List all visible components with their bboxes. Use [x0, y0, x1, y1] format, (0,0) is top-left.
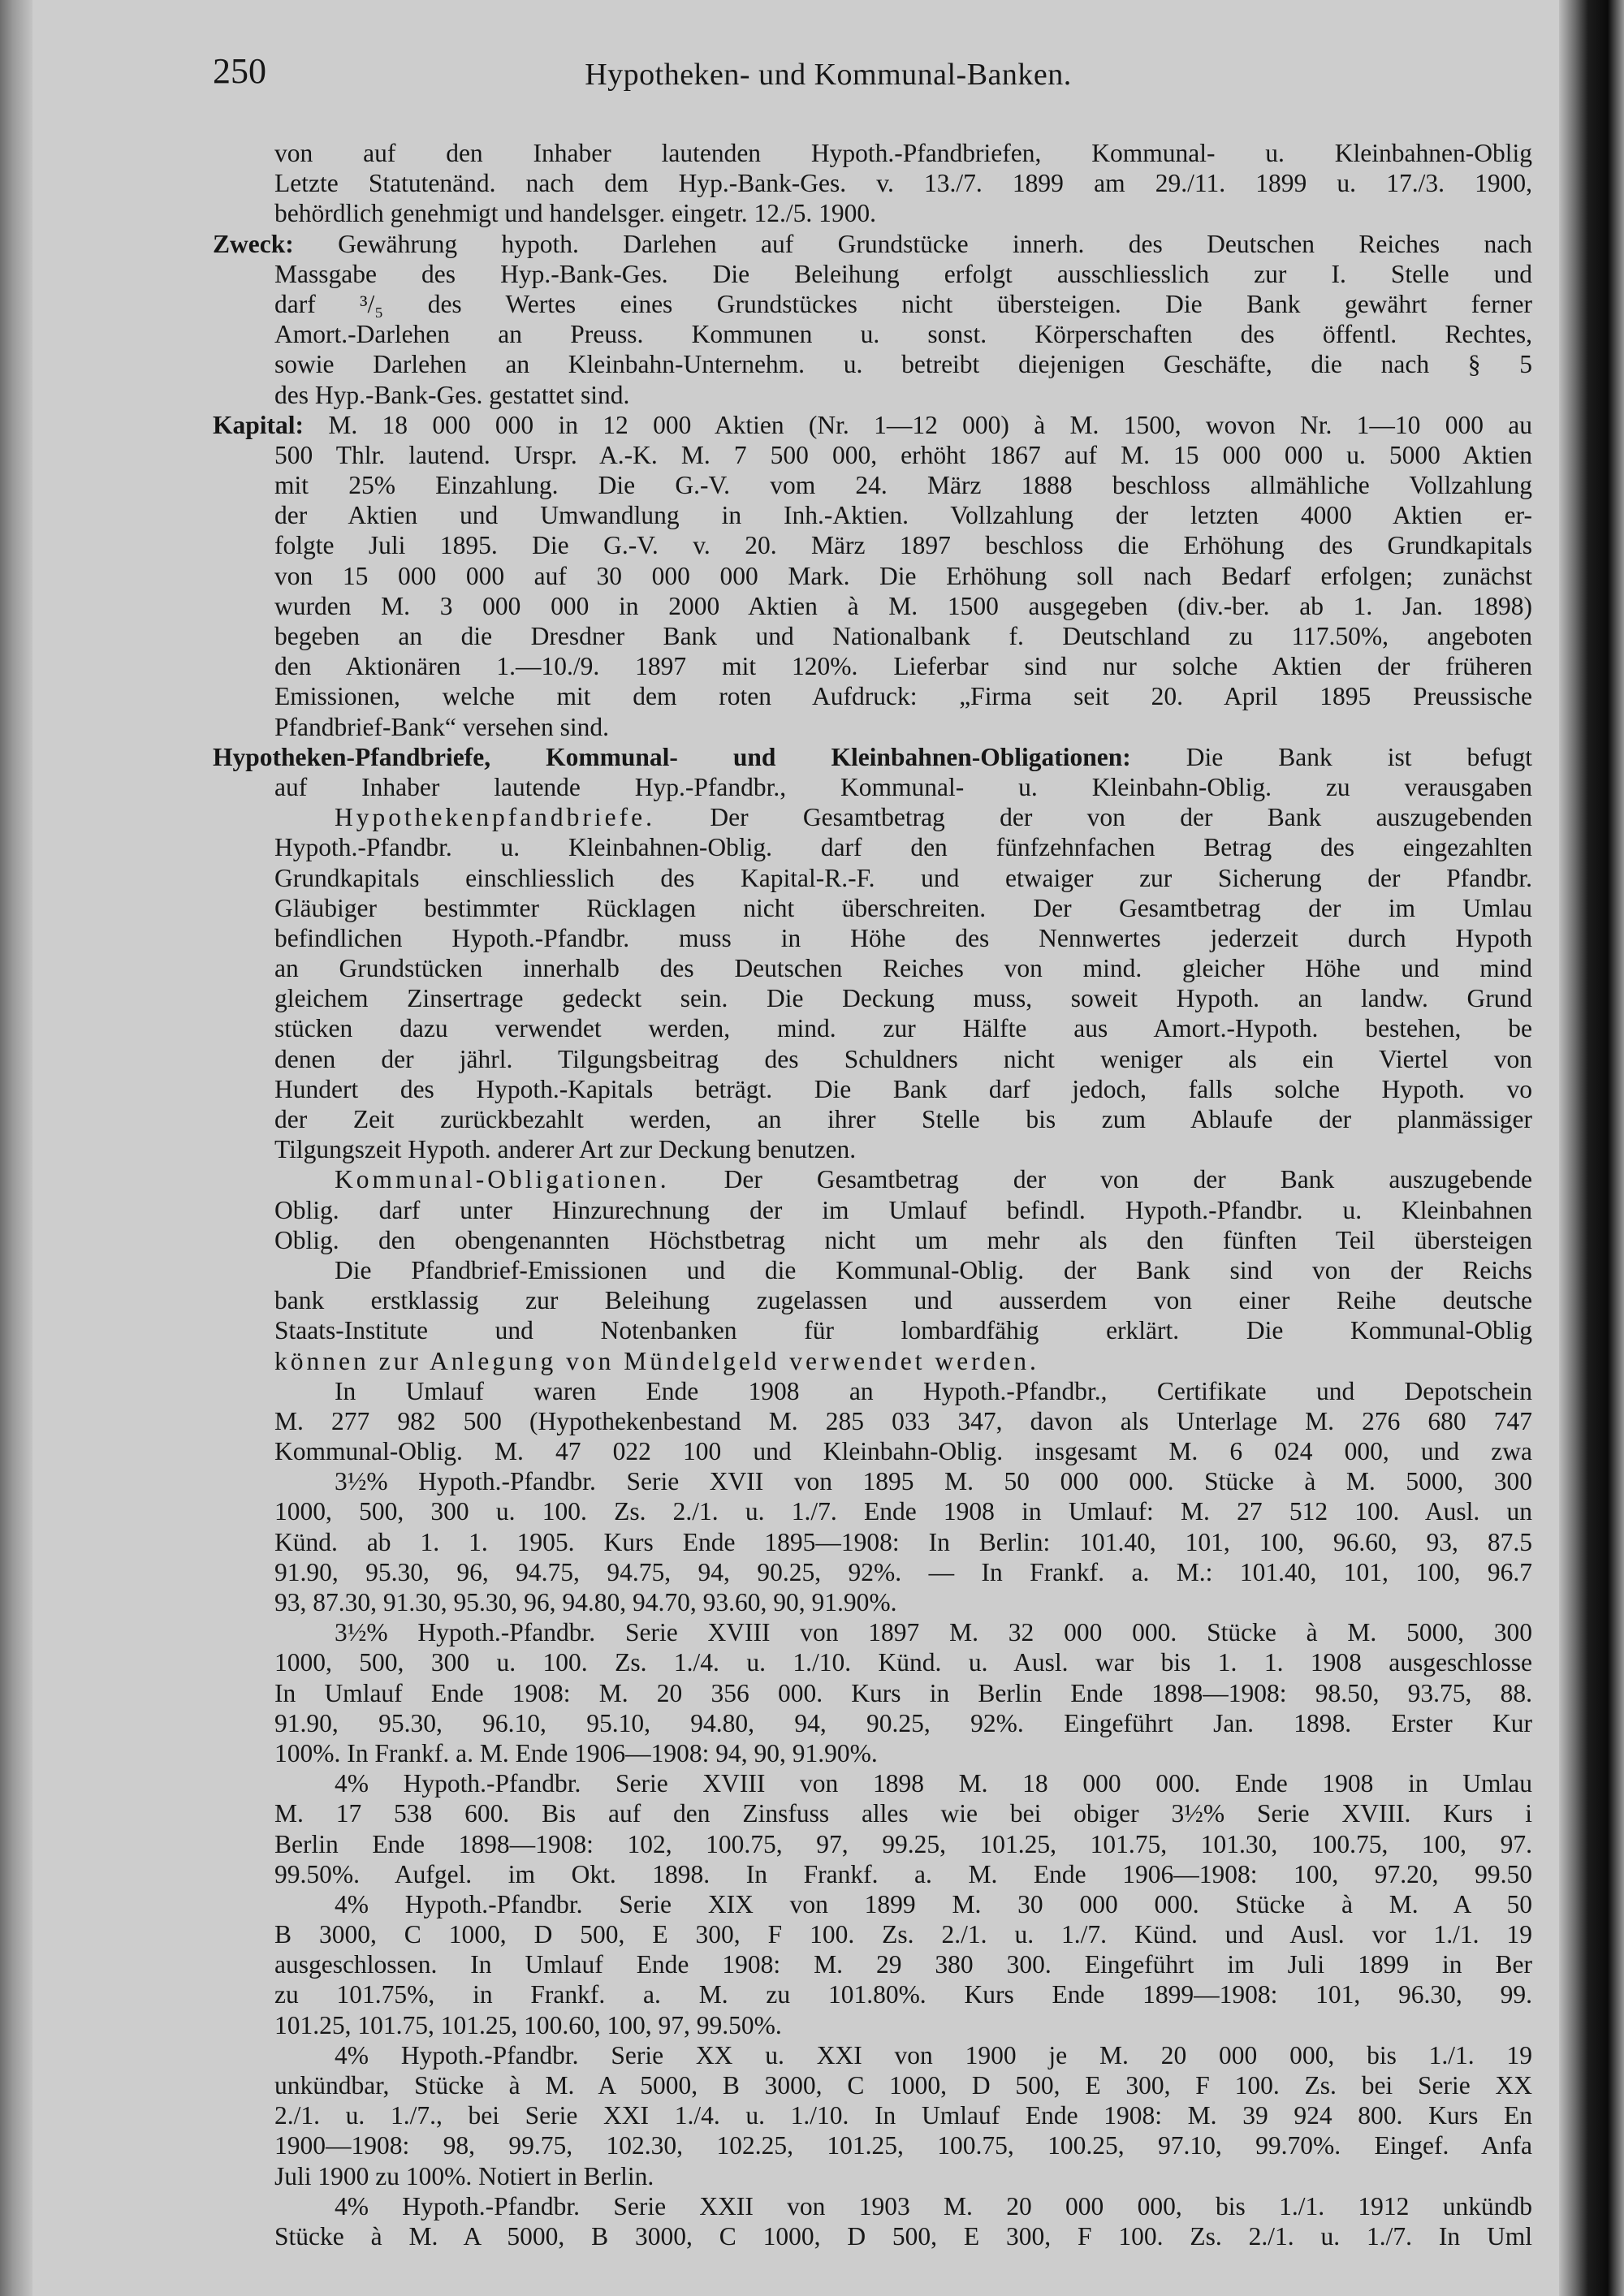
line-text: zu 101.75%, in Frankf. a. M. zu 101.80%. Kurs Ende 1899—1908: 101, 96.30, 99. [274, 1980, 1532, 2009]
line-text: In Umlauf waren Ende 1908 an Hypoth.-Pfandbr., Certifikate und Depotschein [335, 1376, 1532, 1405]
text-line [213, 712, 1532, 742]
line-text: M. 18 000 000 in 12 000 Aktien (Nr. 1—12 000) à M. 1500, wovon Nr. 1—10 000 au [304, 410, 1532, 439]
text-line [213, 1104, 1532, 1134]
line-text: 101.25, 101.75, 101.25, 100.60, 100, 97, 99.50%. [274, 2010, 782, 2039]
text-line [213, 259, 1532, 289]
line-text: auf Inhaber lautende Hyp.-Pfandbr., Kommunal- u. Kleinbahn-Oblig. zu verausgaben [274, 772, 1532, 801]
body-text [213, 138, 1532, 2251]
line-text: 99.50%. Aufgel. im Okt. 1898. In Frankf. a. M. Ende 1906—1908: 100, 97.20, 99.50 [274, 1859, 1532, 1888]
text-line [213, 2010, 1532, 2040]
text-line [213, 1678, 1532, 1708]
text-line [213, 1738, 1532, 1768]
text-line [213, 1376, 1532, 1406]
line-text: Die Bank ist befugt [1130, 742, 1532, 771]
line-text: Letzte Statutenänd. nach dem Hyp.-Bank-Ges. v. 13./7. 1899 am 29./11. 1899 u. 17./3. 1900, [274, 169, 1532, 198]
text-line [213, 2070, 1532, 2100]
text-line [213, 1647, 1532, 1677]
line-text: Künd. ab 1. 1. 1905. Kurs Ende 1895—1908: In Berlin: 101.40, 101, 100, 96.60, 93, 87.5 [274, 1527, 1532, 1556]
text-line [213, 772, 1532, 802]
line-text: Grundkapitals einschliesslich des Kapital-R.-F. und etwaiger zur Sicherung der Pfandbr. [274, 863, 1532, 892]
text-line [213, 1013, 1532, 1043]
line-text: von 15 000 000 auf 30 000 000 Mark. Die Erhöhung soll nach Bedarf erfolgen; zunächst [274, 561, 1532, 590]
scan-left-edge [0, 0, 32, 2296]
line-text: begeben an die Dresdner Bank und Nationalbank f. Deutschland zu 117.50%, angeboten [274, 622, 1532, 650]
line-text: Der Gesamtbetrag der von der Bank auszugebenden [655, 803, 1532, 832]
line-text: Tilgungszeit Hypoth. anderer Art zur Deckung benutzen. [274, 1135, 857, 1164]
line-text: von auf den Inhaber lautenden Hypoth.-Pfandbriefen, Kommunal- u. Kleinbahnen-Oblig [274, 139, 1532, 167]
line-text: den Aktionären 1.—10./9. 1897 mit 120%. Lieferbar sind nur solche Aktien der früheren [274, 652, 1532, 681]
line-text: 500 Thlr. lautend. Urspr. A.-K. M. 7 500 000, erhöht 1867 auf M. 15 000 000 u. 5000 Aktien [274, 440, 1532, 469]
text-line [213, 1829, 1532, 1859]
text-line [213, 802, 1532, 832]
text-line [213, 380, 1532, 410]
text-line [213, 168, 1532, 198]
subsection-heading: Hypothekenpfandbriefe. [335, 803, 656, 832]
text-line [213, 953, 1532, 983]
page-number: 250 [213, 51, 266, 91]
text-line [213, 621, 1532, 651]
text-line [213, 1134, 1532, 1164]
line-text: gleichem Zinsertrage gedeckt sein. Die Deckung muss, soweit Hypoth. an landw. Grund [274, 984, 1532, 1013]
text-line [213, 440, 1532, 470]
line-text: bank erstklassig zur Beleihung zugelassen und ausserdem von einer Reihe deutsche [274, 1286, 1532, 1315]
text-line [213, 1527, 1532, 1557]
text-line [213, 2130, 1532, 2160]
line-text: Oblig. darf unter Hinzurechnung der im Umlauf befindl. Hypoth.-Pfandbr. u. Kleinbahnen [274, 1195, 1532, 1224]
text-line [213, 1708, 1532, 1738]
text-line [213, 530, 1532, 560]
text-line [213, 1044, 1532, 1074]
text-line [213, 229, 1532, 259]
text-line [213, 1798, 1532, 1828]
line-text: Juli 1900 zu 100%. Notiert in Berlin. [274, 2161, 654, 2190]
line-text: Die Pfandbrief-Emissionen und die Kommunal-Oblig. der Bank sind von der Reichs [335, 1255, 1532, 1284]
line-text: Gewährung hypoth. Darlehen auf Grundstücke innerh. des Deutschen Reiches nach [293, 229, 1532, 258]
text-line [213, 561, 1532, 591]
line-text: 2./1. u. 1./7., bei Serie XXI 1./4. u. 1./10. In Umlauf Ende 1908: M. 39 924 800. Kurs En [274, 2101, 1532, 2130]
line-text: 1000, 500, 300 u. 100. Zs. 1./4. u. 1./10. Künd. u. Ausl. war bis 1. 1. 1908 ausgeschlosse [274, 1648, 1532, 1677]
line-text: M. 17 538 600. Bis auf den Zinsfuss alles wie bei obiger 3½% Serie XVIII. Kurs i [274, 1799, 1532, 1828]
text-line [213, 500, 1532, 530]
line-text: sowie Darlehen an Kleinbahn-Unternehm. u. betreibt diejenigen Geschäfte, die nach § 5 [274, 350, 1532, 379]
text-line [213, 863, 1532, 893]
line-text: befindlichen Hypoth.-Pfandbr. muss in Höhe des Nennwertes jederzeit durch Hypoth [274, 923, 1532, 952]
line-text: denen der jährl. Tilgungsbeitrag des Schuldners nicht weniger als ein Viertel von [274, 1044, 1532, 1073]
line-text: 91.90, 95.30, 96.10, 95.10, 94.80, 94, 90.25, 92%. Eingeführt Jan. 1898. Erster Kur [274, 1708, 1532, 1737]
text-line [213, 138, 1532, 168]
line-text: 4% Hypoth.-Pfandbr. Serie XX u. XXI von 1900 je M. 20 000 000, bis 1./1. 19 [335, 2040, 1532, 2069]
text-line [213, 1255, 1532, 1285]
text-line [213, 893, 1532, 923]
text-line [213, 1285, 1532, 1315]
text-line [213, 1315, 1532, 1345]
line-text: 4% Hypoth.-Pfandbr. Serie XXII von 1903 M. 20 000 000, bis 1./1. 1912 unkündb [335, 2191, 1532, 2220]
text-line [213, 742, 1532, 772]
line-text: der Zeit zurückbezahlt werden, an ihrer Stelle bis zum Ablaufe der planmässiger [274, 1105, 1532, 1133]
text-line [213, 1919, 1532, 1949]
line-text: können zur Anlegung von Mündelgeld verwendet werden. [274, 1346, 1039, 1375]
text-line [213, 1949, 1532, 1979]
line-text: Staats-Institute und Notenbanken für lombardfähig erklärt. Die Kommunal-Oblig [274, 1316, 1532, 1345]
text-line [213, 2221, 1532, 2251]
text-line [213, 1074, 1532, 1104]
text-line [213, 2040, 1532, 2070]
text-line [213, 1496, 1532, 1526]
line-text: M. 277 982 500 (Hypothekenbestand M. 285 033 347, davon als Unterlage M. 276 680 747 [274, 1406, 1532, 1435]
line-text: Kommunal-Oblig. M. 47 022 100 und Kleinbahn-Oblig. insgesamt M. 6 024 000, und zwa [274, 1437, 1532, 1466]
text-line [213, 1195, 1532, 1225]
line-text: folgte Juli 1895. Die G.-V. v. 20. März 1897 beschloss die Erhöhung des Grundkapitals [274, 531, 1532, 560]
text-line [213, 1979, 1532, 2009]
text-line [213, 2100, 1532, 2130]
line-text: an Grundstücken innerhalb des Deutschen Reiches von mind. gleicher Höhe und mind [274, 954, 1532, 983]
text-line [213, 1617, 1532, 1647]
text-line [213, 1466, 1532, 1496]
line-text: 93, 87.30, 91.30, 95.30, 96, 94.80, 94.70, 93.60, 90, 91.90%. [274, 1588, 897, 1616]
line-text: ausgeschlossen. In Umlauf Ende 1908: M. 29 380 300. Eingeführt im Juli 1899 in Ber [274, 1950, 1532, 1979]
scan-right-edge [1559, 0, 1624, 2296]
text-line [213, 319, 1532, 349]
text-line [213, 832, 1532, 862]
line-text: Pfandbrief-Bank“ versehen sind. [274, 712, 609, 741]
line-text: unkündbar, Stücke à M. A 5000, B 3000, C 1000, D 500, E 300, F 100. Zs. bei Serie XX [274, 2071, 1532, 2100]
line-text: Hundert des Hypoth.-Kapitals beträgt. Die Bank darf jedoch, falls solche Hypoth. vo [274, 1074, 1532, 1103]
text-line [213, 289, 1532, 319]
line-text: Berlin Ende 1898—1908: 102, 100.75, 97, 99.25, 101.25, 101.75, 101.30, 100.75, 100, 97. [274, 1829, 1532, 1858]
text-line [213, 591, 1532, 621]
text-line [213, 1587, 1532, 1617]
line-text: 100%. In Frankf. a. M. Ende 1906—1908: 94, 90, 91.90%. [274, 1738, 878, 1767]
subsection-heading: Kommunal-Obligationen. [335, 1165, 670, 1194]
line-text: 4% Hypoth.-Pfandbr. Serie XVIII von 1898 M. 18 000 000. Ende 1908 in Umlau [335, 1769, 1532, 1798]
line-text: darf ³/₅ des Wertes eines Grundstückes nicht übersteigen. Die Bank gewährt ferner [274, 289, 1532, 318]
line-text: In Umlauf Ende 1908: M. 20 356 000. Kurs in Berlin Ende 1898—1908: 98.50, 93.75, 88. [274, 1678, 1532, 1707]
text-line [213, 470, 1532, 500]
text-line [213, 681, 1532, 711]
text-line [213, 349, 1532, 379]
line-text: der Aktien und Umwandlung in Inh.-Aktien. Vollzahlung der letzten 4000 Aktien er- [274, 501, 1532, 530]
text-line [213, 2161, 1532, 2191]
line-text: stücken dazu verwendet werden, mind. zur Hälfte aus Amort.-Hypoth. bestehen, be [274, 1014, 1532, 1043]
line-text: 1000, 500, 300 u. 100. Zs. 2./1. u. 1./7. Ende 1908 in Umlauf: M. 27 512 100. Ausl. un [274, 1497, 1532, 1526]
text-line [213, 983, 1532, 1013]
line-text: 3½% Hypoth.-Pfandbr. Serie XVII von 1895 M. 50 000 000. Stücke à M. 5000, 300 [335, 1467, 1532, 1496]
line-text: Amort.-Darlehen an Preuss. Kommunen u. sonst. Körperschaften des öffentl. Rechtes, [274, 320, 1532, 349]
section-heading: Kapital: [213, 410, 304, 439]
text-line [213, 198, 1532, 228]
line-text: wurden M. 3 000 000 in 2000 Aktien à M. 1500 ausgegeben (div.-ber. ab 1. Jan. 1898) [274, 591, 1532, 620]
line-text: Oblig. den obengenannten Höchstbetrag nicht um mehr als den fünften Teil übersteigen [274, 1225, 1532, 1254]
line-text: 1900—1908: 98, 99.75, 102.30, 102.25, 101.25, 100.75, 100.25, 97.10, 99.70%. Eingef. Anfa [274, 2131, 1532, 2160]
line-text: des Hyp.-Bank-Ges. gestattet sind. [274, 380, 630, 409]
section-heading: Zweck: [213, 229, 294, 258]
text-line [213, 410, 1532, 440]
text-line [213, 1557, 1532, 1587]
text-line [213, 1225, 1532, 1255]
text-line [213, 1889, 1532, 1919]
text-line [213, 923, 1532, 953]
running-title: Hypotheken- und Kommunal-Banken. [585, 58, 1072, 92]
text-line [213, 1859, 1532, 1889]
line-text: Massgabe des Hyp.-Bank-Ges. Die Beleihung erfolgt ausschliesslich zur I. Stelle und [274, 259, 1532, 288]
line-text: Gläubiger bestimmter Rücklagen nicht überschreiten. Der Gesamtbetrag der im Umlau [274, 893, 1532, 922]
text-line [213, 1164, 1532, 1194]
line-text: 91.90, 95.30, 96, 94.75, 94.75, 94, 90.25, 92%. — In Frankf. a. M.: 101.40, 101, 100, 96.7 [274, 1557, 1532, 1586]
section-heading: Hypotheken-Pfandbriefe, Kommunal- und Kleinbahnen-Obligationen: [213, 742, 1131, 771]
line-text: 3½% Hypoth.-Pfandbr. Serie XVIII von 1897 M. 32 000 000. Stücke à M. 5000, 300 [335, 1618, 1532, 1647]
line-text: Stücke à M. A 5000, B 3000, C 1000, D 500, E 300, F 100. Zs. 2./1. u. 1./7. In Uml [274, 2221, 1532, 2251]
text-line [213, 1346, 1532, 1376]
text-line [213, 1436, 1532, 1466]
text-line [213, 1768, 1532, 1798]
line-text: B 3000, C 1000, D 500, E 300, F 100. Zs. 2./1. u. 1./7. Künd. und Ausl. vor 1./1. 19 [274, 1920, 1532, 1949]
line-text: Hypoth.-Pfandbr. u. Kleinbahnen-Oblig. darf den fünfzehnfachen Betrag des eingezahlten [274, 833, 1532, 862]
text-line [213, 1406, 1532, 1436]
line-text: Der Gesamtbetrag der von der Bank auszugebende [669, 1165, 1532, 1194]
line-text: Emissionen, welche mit dem roten Aufdruck: „Firma seit 20. April 1895 Preussische [274, 682, 1532, 711]
line-text: 4% Hypoth.-Pfandbr. Serie XIX von 1899 M. 30 000 000. Stücke à M. A 50 [335, 1889, 1532, 1918]
line-text: behördlich genehmigt und handelsger. eingetr. 12./5. 1900. [274, 199, 876, 228]
text-line [213, 651, 1532, 681]
text-line [213, 2191, 1532, 2221]
line-text: mit 25% Einzahlung. Die G.-V. vom 24. März 1888 beschloss allmähliche Vollzahlung [274, 471, 1532, 500]
